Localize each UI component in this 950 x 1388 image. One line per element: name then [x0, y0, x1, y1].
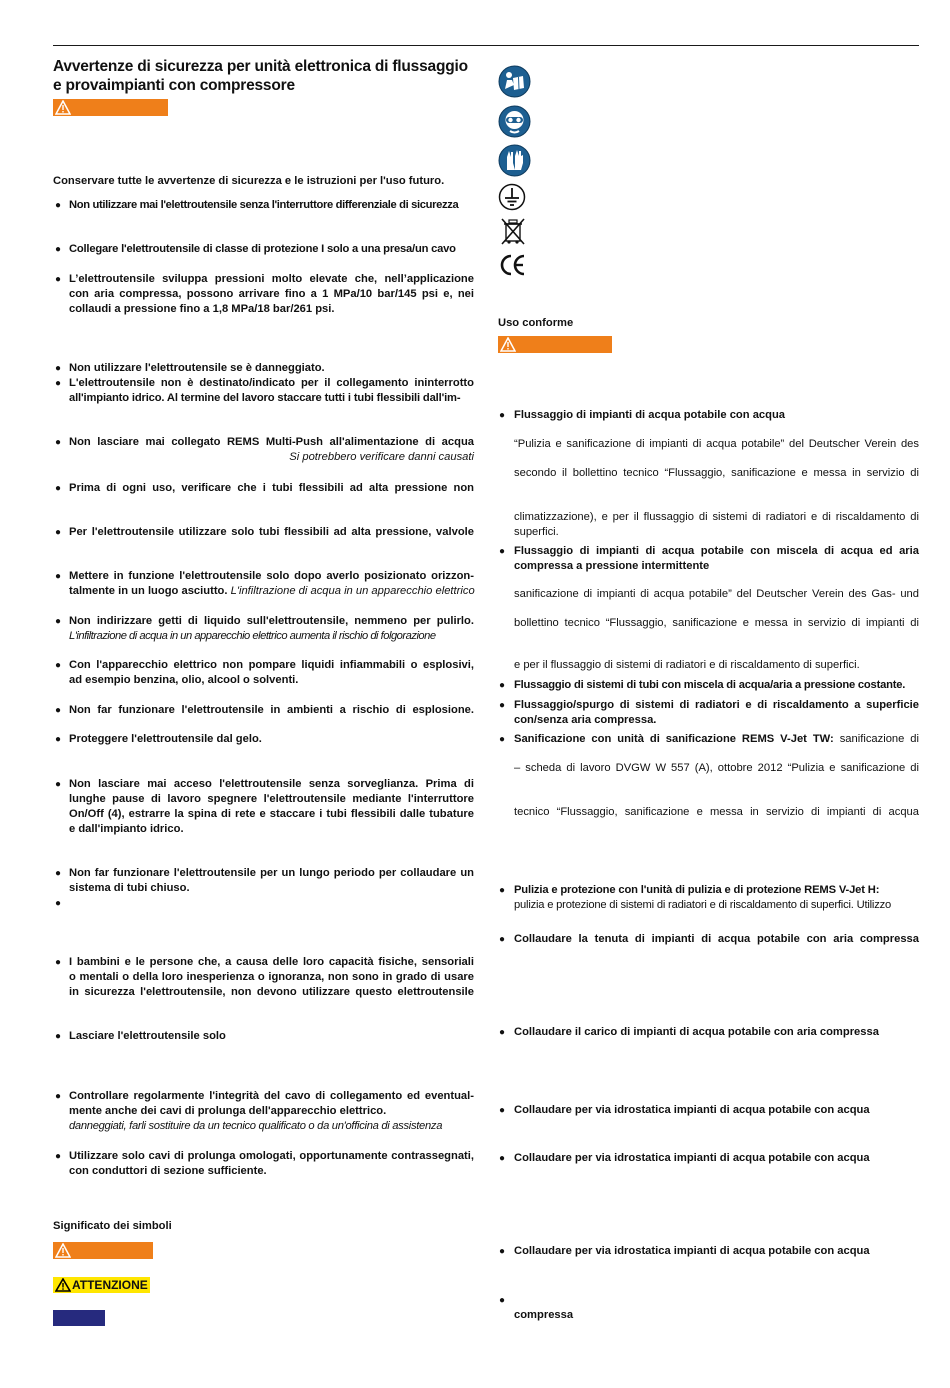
bullet: ●	[499, 1153, 506, 1164]
line: con conduttori di sezione sufficiente.	[69, 1165, 267, 1177]
read-manual-icon	[498, 65, 531, 98]
use-item-2	[514, 544, 919, 574]
safety-item-11	[69, 658, 474, 688]
bullet: ●	[499, 934, 506, 945]
bullet: ●	[55, 898, 62, 909]
bullet: ●	[55, 1031, 62, 1042]
safety-item-13: Proteggere l'elettroutensile dal gelo.	[69, 733, 262, 745]
bullet: ●	[499, 546, 506, 557]
use-item-2-text: sanificazione di impianti di acqua potabile” del Deutscher Verein des Gas- und	[514, 588, 919, 600]
use-item-1-text: superfici.	[514, 526, 559, 538]
use-item-4	[514, 698, 919, 728]
warning-bar	[53, 99, 168, 116]
bold-lead: Sanificazione con unità di sanificazione REMS V-Jet TW:	[514, 733, 834, 745]
line: L'elettroutensile non è destinato/indicato per il collegamento ininterrotto	[69, 377, 474, 389]
bullet: ●	[55, 437, 62, 448]
safety-item-4: Non utilizzare l'elettroutensile se è danneggiato.	[69, 362, 325, 374]
line: I bambini e le persone che, a causa delle loro capacità fisiche, sensoriali	[69, 956, 474, 968]
ce-mark-icon	[499, 254, 527, 276]
caution-text: ATTENZIONE	[72, 1278, 148, 1292]
page-title	[53, 57, 478, 95]
warning-triangle-icon	[55, 1243, 71, 1258]
intro-text: Conservare tutte le avvertenze di sicurezza e le istruzioni per l'uso futuro.	[53, 175, 445, 187]
line: Flussaggio di impianti di acqua potabile con miscela di acqua ed aria	[514, 545, 919, 557]
bullet: ●	[55, 571, 62, 582]
use-item-2-text: bollettino tecnico “Flussaggio, sanificazione e messa in servizio di impianti di	[514, 617, 919, 629]
caution-label	[53, 1277, 150, 1293]
intended-use-heading: Uso conforme	[498, 317, 574, 329]
bullet: ●	[55, 363, 62, 374]
line: talmente in un luogo asciutto.	[69, 585, 228, 597]
bullet: ●	[55, 616, 62, 627]
line: all'impianto idrico. Al termine del lavoro staccare tutti i tubi flessibili dall'im-	[69, 392, 461, 404]
use-item-6: Pulizia e protezione con l'unità di pulizia e di protezione REMS V-Jet H:	[514, 884, 880, 896]
line: Non lasciare mai acceso l'elettroutensile senza sorveglianza. Prima di	[69, 778, 474, 790]
bullet: ●	[55, 1091, 62, 1102]
safety-item-18: Lasciare l'elettroutensile solo	[69, 1030, 226, 1042]
line: con/senza aria compressa.	[514, 714, 657, 726]
line: sistema di tubi chiuso.	[69, 882, 190, 894]
italic-note: L'infiltrazione di acqua in un apparecchio elettrico	[230, 585, 475, 597]
line: ad esempio benzina, olio, alcool o solventi.	[69, 674, 299, 686]
bullet: ●	[499, 1027, 506, 1038]
line: L’elettroutensile sviluppa pressioni molto elevate che, nell’applicazione	[69, 273, 474, 285]
safety-item-14	[69, 777, 474, 837]
bullet: ●	[499, 1246, 506, 1257]
safety-item-10	[69, 614, 474, 644]
warning-bar	[53, 1242, 153, 1259]
safety-item-7: Prima di ogni uso, verificare che i tubi flessibili ad alta pressione non	[69, 482, 474, 494]
safety-item-3	[69, 272, 474, 317]
use-item-2-text: e per il flussaggio di sistemi di radiatori e di riscaldamento di superfici.	[514, 659, 860, 671]
safety-item-1: Non utilizzare mai l'elettroutensile senza l'interruttore differenziale di sicurezza	[69, 199, 459, 211]
line: compressa a pressione intermittente	[514, 560, 710, 572]
safety-item-20	[69, 1149, 474, 1179]
use-item-7: Collaudare la tenuta di impianti di acqua potabile con aria compressa	[514, 933, 919, 945]
gloves-icon	[498, 144, 531, 177]
line: Controllare regolarmente l'integrità del cavo di collegamento ed eventual-	[69, 1090, 474, 1102]
line: Mettere in funzione l'elettroutensile solo dopo averlo posizionato orizzon-	[69, 570, 474, 582]
bullet: ●	[499, 1295, 506, 1306]
bullet: ●	[499, 680, 506, 691]
safety-item-17	[69, 955, 474, 1000]
bullet: ●	[55, 957, 62, 968]
line: Non indirizzare getti di liquido sull'elettroutensile, nemmeno per pulirlo.	[69, 615, 474, 627]
bullet: ●	[499, 1105, 506, 1116]
use-item-1-text: climatizzazione), e per il flussaggio di sistemi di radiatori e di riscaldamento di	[514, 511, 919, 523]
protective-earth-icon	[498, 183, 526, 211]
bullet: ●	[55, 378, 62, 389]
use-item-5-text: tecnico “Flussaggio, sanificazione e messa in servizio di impianti di acqua	[514, 806, 919, 818]
safety-item-5	[69, 376, 474, 406]
symbols-heading: Significato dei simboli	[53, 1220, 172, 1232]
line: e dall'impianto idrico.	[69, 823, 184, 835]
bullet: ●	[55, 274, 62, 285]
title-line-1: Avvertenze di sicurezza per unità elettronica di flussaggio	[53, 58, 468, 75]
use-item-9: Collaudare per via idrostatica impianti di acqua potabile con acqua	[514, 1104, 870, 1116]
use-item-5-text: – scheda di lavoro DVGW W 557 (A), ottobre 2012 “Pulizia e sanificazione di	[514, 762, 919, 774]
weee-bin-icon	[500, 217, 526, 247]
bullet: ●	[499, 700, 506, 711]
line: Flussaggio/spurgo di sistemi di radiatori e di riscaldamento a superficie	[514, 699, 919, 711]
safety-item-8: Per l'elettroutensile utilizzare solo tubi flessibili ad alta pressione, valvole	[69, 526, 474, 538]
line: Si potrebbero verificare danni causati	[289, 451, 474, 463]
use-item-5	[514, 732, 919, 747]
eye-protection-icon	[498, 105, 531, 138]
warning-triangle-icon	[500, 337, 516, 352]
bullet: ●	[55, 705, 62, 716]
safety-item-19	[69, 1089, 474, 1134]
title-line-2: e provaimpianti con compressore	[53, 77, 295, 94]
bullet: ●	[499, 410, 506, 421]
bullet: ●	[55, 779, 62, 790]
use-item-1: Flussaggio di impianti di acqua potabile con acqua	[514, 409, 786, 421]
italic-note: danneggiati, farli sostituire da un tecnico qualificato o da un'officina di assistenza	[69, 1120, 443, 1132]
line: mente anche dei cavi di prolunga dell'apparecchio elettrico.	[69, 1105, 387, 1117]
line: con aria compressa, possono arrivare fino a 1 MPa/10 bar/145 psi e, nei	[69, 288, 474, 300]
bullet: ●	[499, 734, 506, 745]
use-item-6-text: pulizia e protezione di sistemi di radiatori e di riscaldamento di superfici. Utilizzo	[514, 899, 892, 911]
use-item-11: Collaudare per via idrostatica impianti di acqua potabile con acqua	[514, 1245, 870, 1257]
bullet: ●	[55, 734, 62, 745]
line: o mentali o della loro inesperienza o ignoranza, non sono in grado di usare	[69, 971, 474, 983]
top-rule	[53, 45, 919, 46]
use-item-8: Collaudare il carico di impianti di acqua potabile con aria compressa	[514, 1026, 879, 1038]
line: lunghe pause di lavoro spegnere l'elettroutensile mediante l'interruttore	[69, 793, 474, 805]
bullet: ●	[55, 244, 62, 255]
line: Non lasciare mai collegato REMS Multi-Push all'alimentazione di acqua	[69, 436, 474, 448]
bullet: ●	[55, 483, 62, 494]
bullet: ●	[55, 1151, 62, 1162]
safety-item-9	[69, 569, 474, 599]
use-item-10: Collaudare per via idrostatica impianti di acqua potabile con acqua	[514, 1152, 870, 1164]
bullet: ●	[55, 527, 62, 538]
bullet: ●	[499, 885, 506, 896]
line: in sicurezza l'elettroutensile, non devono utilizzare questo elettroutensile	[69, 986, 474, 998]
warning-triangle-icon	[55, 100, 71, 115]
bullet: ●	[55, 200, 62, 211]
line: Con l'apparecchio elettrico non pompare liquidi infiammabili o esplosivi,	[69, 659, 474, 671]
line: Utilizzare solo cavi di prolunga omologati, opportunamente contrassegnati,	[69, 1150, 474, 1162]
notice-bar	[53, 1310, 105, 1326]
line: Non far funzionare l'elettroutensile per un lungo periodo per collaudare un	[69, 867, 474, 879]
bullet: ●	[55, 660, 62, 671]
use-item-3: Flussaggio di sistemi di tubi con miscela di acqua/aria a pressione costante.	[514, 679, 906, 691]
bullet: ●	[55, 868, 62, 879]
line: collaudi a pressione fino a 1,8 MPa/18 bar/261 psi.	[69, 303, 335, 315]
warning-bar	[498, 336, 612, 353]
use-item-12: compressa	[514, 1309, 574, 1321]
safety-item-12: Non far funzionare l'elettroutensile in ambienti a rischio di esplosione.	[69, 704, 474, 716]
warning-triangle-icon	[55, 1278, 71, 1292]
line: sanificazione di	[839, 733, 920, 745]
safety-item-6	[69, 435, 474, 465]
use-item-1-text: secondo il bollettino tecnico “Flussaggio, sanificazione e messa in servizio di	[514, 467, 919, 479]
safety-item-2: Collegare l'elettroutensile di classe di protezione I solo a una presa/un cavo	[69, 243, 456, 255]
italic-note: L'infiltrazione di acqua in un apparecchio elettrico aumenta il rischio di folgorazione	[69, 630, 436, 642]
safety-item-15	[69, 866, 474, 896]
use-item-1-text: “Pulizia e sanificazione di impianti di acqua potabile” del Deutscher Verein des	[514, 438, 919, 450]
line: On/Off (4), estrarre la spina di rete e staccare i tubi flessibili dalle tubature	[69, 808, 474, 820]
